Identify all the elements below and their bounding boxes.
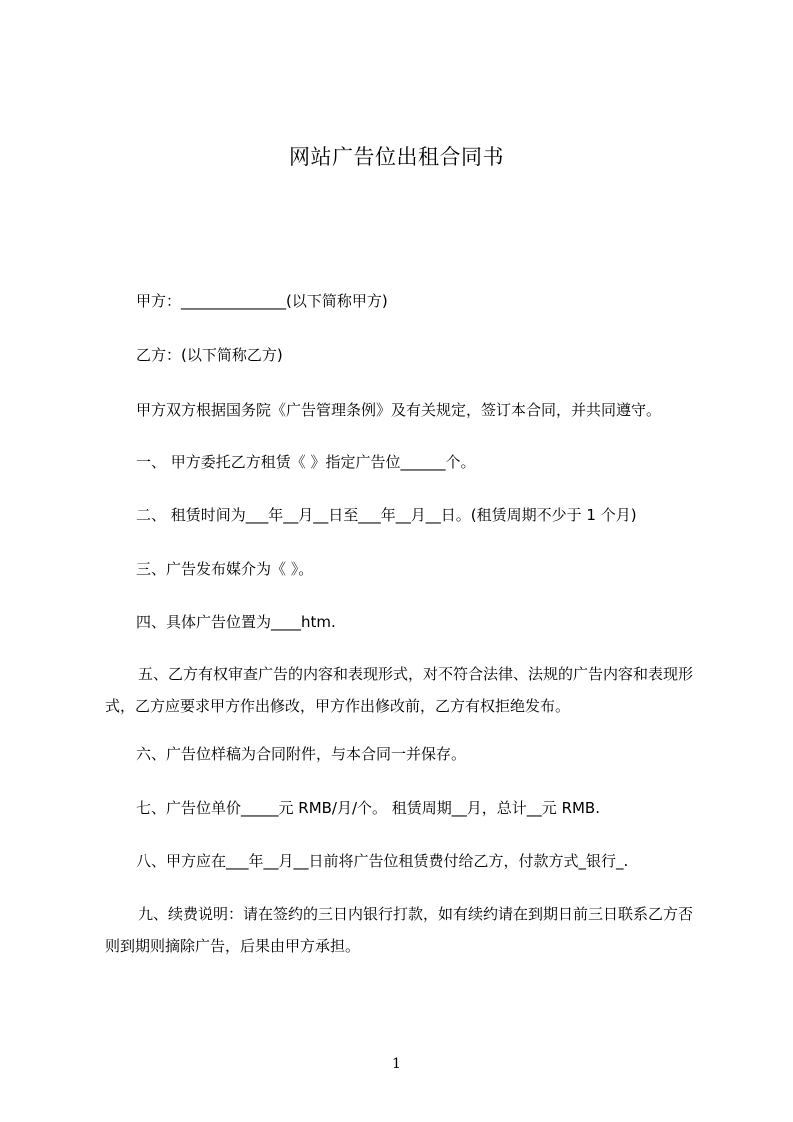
preamble-line: 甲方双方根据国务院《广告管理条例》及有关规定，签订本合同，并共同遵守。 (136, 401, 662, 419)
clause-1: 一、 甲方委托乙方租赁《 》指定广告位______个。 (136, 453, 476, 471)
clause-3: 三、广告发布媒介为《 》。 (136, 560, 314, 578)
clause-7: 七、广告位单价_____元 RMB/月/个。 租赁周期__月，总计__元 RMB. (136, 799, 600, 817)
clause-5: 五、乙方有权审查广告的内容和表现形式，对不符合法律、法规的广告内容和表现形式，乙方应要求甲方作出修改，甲方作出修改前，乙方有权拒绝发布。 (105, 665, 694, 715)
clause-8: 八、甲方应在___年__月__日前将广告位租赁费付给乙方，付款方式_银行_. (136, 852, 629, 870)
clause-2: 二、 租赁时间为___年__月__日至___年__月__日。(租赁周期不少于 1 个月) (136, 506, 637, 524)
clause-9: 九、续费说明：请在签约的三日内银行打款，如有续约请在到期日前三日联系乙方否则到期则摘除广告，后果由甲方承担。 (105, 905, 694, 955)
party-a-line: 甲方：______________(以下简称甲方) (136, 292, 388, 310)
document-title: 网站广告位出租合同书 (289, 145, 504, 169)
clause-6: 六、广告位样稿为合同附件，与本合同一并保存。 (136, 745, 467, 763)
party-b-line: 乙方：(以下简称乙方) (136, 346, 283, 364)
clause-4: 四、具体广告位置为____htm. (136, 613, 336, 631)
page-number: 1 (392, 1056, 401, 1072)
